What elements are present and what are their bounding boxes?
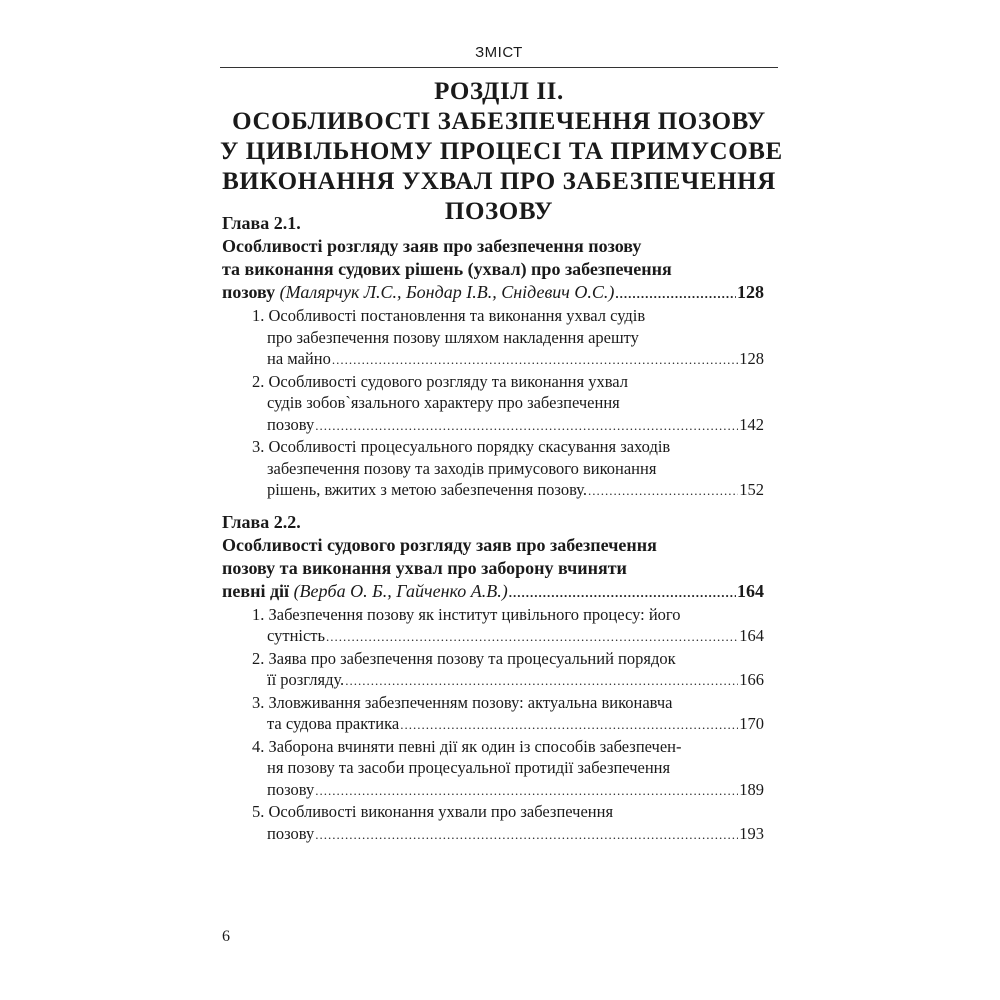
section-title-line: ПОЗОВУ [444,198,554,225]
toc-item-last: позову [267,414,315,434]
toc-item-line: 2. Заява про забезпечення позову та процесуальний порядок [252,648,676,668]
toc-item[interactable] [222,305,764,371]
chapter-2-2 [222,511,764,846]
chapter-title-line: Особливості розгляду заяв про забезпечення позову [222,236,642,256]
running-header [220,44,778,68]
dot-leader [509,581,736,604]
dot-leader [326,626,738,648]
toc-item[interactable] [222,371,764,437]
toc-item[interactable] [222,801,764,845]
page-ref: 128 [739,349,764,368]
chapter-authors: (Верба О. Б., Гайченко А.В.) [293,580,508,601]
toc-item-line: 1. Забезпечення позову як інститут цивільного процесу: його [252,604,681,624]
page-ref: 166 [739,670,764,689]
dot-leader [588,480,738,502]
toc-item-last: рішень, вжитих з метою забезпечення позову. [267,480,588,499]
chapter-2-1 [222,212,764,502]
chapter-authors: (Малярчук Л.С., Бондар І.В., Снідевич О.С.) [279,282,615,302]
toc-item-line: забезпечення позову та заходів примусового виконання [267,458,657,478]
toc-item-line: 5. Особливості виконання ухвали про забезпечення [252,802,614,821]
dot-leader [315,824,738,846]
page-ref: 170 [739,714,764,733]
toc-item[interactable] [222,604,764,648]
dot-leader [400,714,738,736]
toc-item[interactable] [222,436,764,502]
section-title-line: У ЦИВІЛЬНОМУ ПРОЦЕСІ ТА ПРИМУСОВЕ [220,138,783,165]
toc-item-line: 3. Особливості процесуального порядку скасування заходів [252,437,671,456]
toc-item[interactable] [222,736,764,802]
chapter-title-last: позову [222,282,276,302]
page-ref: 164 [737,580,764,601]
chapter-title [222,235,764,305]
page-ref: 164 [739,626,764,645]
dot-leader [315,780,738,802]
chapter-title-entry[interactable] [222,281,764,305]
page-ref: 152 [739,480,764,499]
toc-item-last: позову [267,779,315,799]
toc-item-line: ня позову та засоби процесуальної протидії забезпечення [267,758,671,777]
table-of-contents [222,212,764,845]
toc-item-line: про забезпечення позову шляхом накладення арешту [267,327,639,347]
toc-item-line: 2. Особливості судового розгляду та виконання ухвал [252,371,628,391]
toc-item-line: судів зобов`язального характеру про забезпечення [267,393,620,412]
chapter-label: Глава 2.2. [222,511,301,532]
chapter-title-line: та виконання судових рішень (ухвал) про забезпечення [222,259,672,279]
page-number: 6 [222,928,230,945]
section-title-line: ВИКОНАННЯ УХВАЛ ПРО ЗАБЕЗПЕЧЕННЯ [222,168,776,195]
toc-item-line: 4. Заборона вчиняти певні дії як один із способів забезпечен- [252,736,682,756]
dot-leader [345,670,738,692]
page-ref: 189 [739,779,764,799]
toc-item-last: її розгляду. [267,670,345,689]
chapter-title [222,534,764,604]
toc-item-line: 1. Особливості постановлення та виконання ухвал судів [252,306,646,325]
section-title-line: ОСОБЛИВОСТІ ЗАБЕЗПЕЧЕННЯ ПОЗОВУ [232,108,766,135]
toc-item-last: на майно [267,349,331,368]
chapter-title-entry[interactable] [222,580,764,604]
chapter-title-last: певні дії [222,580,290,601]
toc-item-line: 3. Зловживання забезпеченням позову: актуальна виконавча [252,692,673,712]
page-ref: 142 [739,414,764,434]
toc-item-last: та судова практика [267,714,400,733]
dot-leader [315,415,738,437]
toc-item-last: сутність [267,626,326,645]
toc-item-last: позову [267,823,315,843]
toc-item[interactable] [222,648,764,692]
toc-item[interactable] [222,692,764,736]
chapter-title-line: Особливості судового розгляду заяв про забезпечення [222,534,657,555]
page-ref: 193 [739,823,764,843]
dot-leader [332,349,738,371]
section-title [220,77,783,227]
chapter-label: Глава 2.1. [222,213,301,233]
section-title-line: РОЗДІЛ ІІ. [434,78,564,105]
running-header-title: ЗМІСТ [475,44,523,61]
chapter-title-line: позову та виконання ухвал про заборону вчиняти [222,557,627,578]
page-ref: 128 [737,282,764,302]
dot-leader [615,282,736,305]
